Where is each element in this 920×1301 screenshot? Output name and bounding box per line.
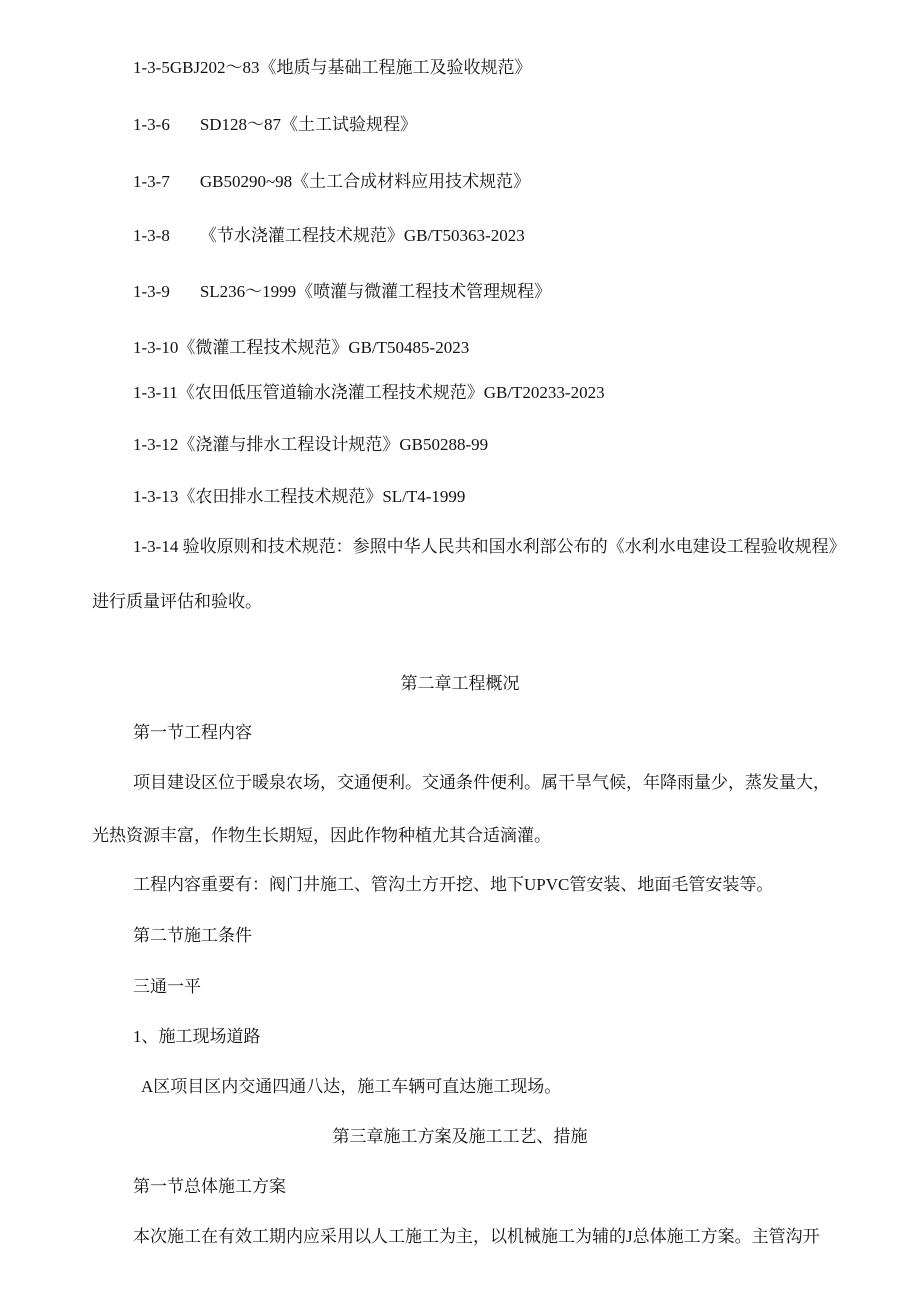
- reference-number: 1-3-10: [133, 338, 179, 357]
- reference-number: 1-3-5: [133, 58, 170, 77]
- chapter-2-section-2-title: 第二节施工条件: [133, 926, 252, 945]
- chapter-2-title: 第二章工程概况: [400, 674, 520, 693]
- reference-number: 1-3-9: [133, 282, 170, 301]
- reference-text: 《微灌工程技术规范》GB/T50485-2023: [178, 338, 470, 357]
- chapter-3-title: 第三章施工方案及施工工艺、措施: [332, 1127, 588, 1146]
- chapter-2-para-2: 工程内容重要有：阀门井施工、管沟土方开挖、地下UPVC管安装、地面毛管安装等。: [133, 875, 774, 894]
- reference-text: 《浇灌与排水工程设计规范》GB50288-99: [178, 435, 489, 454]
- chapter-2-item-1-text: A区项目区内交通四通八达，施工车辆可直达施工现场。: [141, 1077, 562, 1096]
- reference-number: 1-3-7: [133, 172, 170, 191]
- chapter-2-para-1-line1: 项目建设区位于暖泉农场，交通便利。交通条件便利。属干旱气候，年降雨量少，蒸发量大，: [133, 773, 830, 792]
- reference-item: [133, 115, 417, 135]
- reference-number: 1-3-6: [133, 115, 170, 134]
- reference-number: 1-3-13: [133, 487, 179, 506]
- reference-item: [133, 383, 605, 403]
- reference-text: 《农田低压管道输水浇灌工程技术规范》GB/T20233-2023: [177, 383, 605, 402]
- reference-item: [133, 282, 551, 302]
- reference-item: [133, 172, 530, 192]
- reference-item: [133, 58, 532, 78]
- reference-number: 1-3-12: [133, 435, 179, 454]
- reference-text: SD128～87《土工试验规程》: [199, 115, 418, 134]
- chapter-3-section-1-title: 第一节总体施工方案: [133, 1177, 286, 1196]
- chapter-3-para-1-line1: 本次施工在有效工期内应采用以人工施工为主，以机械施工为辅的J总体施工方案。主管沟开: [133, 1227, 820, 1246]
- reference-text: 《农田排水工程技术规范》SL/T4-1999: [178, 487, 466, 506]
- reference-text: GBJ202～83《地质与基础工程施工及验收规范》: [169, 58, 532, 77]
- reference-text: SL236～1999《喷灌与微灌工程技术管理规程》: [199, 282, 552, 301]
- reference-item: [133, 338, 469, 358]
- acceptance-principles-line2: 进行质量评估和验收。: [92, 592, 262, 611]
- reference-text: 《节水浇灌工程技术规范》GB/T50363-2023: [199, 226, 525, 245]
- reference-number: 1-3-8: [133, 226, 170, 245]
- chapter-2-section-1-title: 第一节工程内容: [133, 723, 252, 742]
- reference-item: [133, 487, 465, 507]
- reference-text: GB50290~98《土工合成材料应用技术规范》: [199, 172, 531, 191]
- reference-item: [133, 435, 488, 455]
- chapter-2-subtitle: 三通一平: [133, 977, 201, 996]
- acceptance-principles-line1: 1-3-14 验收原则和技术规范：参照中华人民共和国水利部公布的《水利水电建设工程验收规程》: [133, 537, 846, 556]
- reference-number: 1-3-11: [133, 383, 178, 402]
- chapter-2-item-1-title: 1、施工现场道路: [133, 1027, 261, 1046]
- chapter-2-para-1-line2: 光热资源丰富，作物生长期短，因此作物种植尤其合适滴灌。: [92, 826, 551, 845]
- reference-item: [133, 226, 525, 246]
